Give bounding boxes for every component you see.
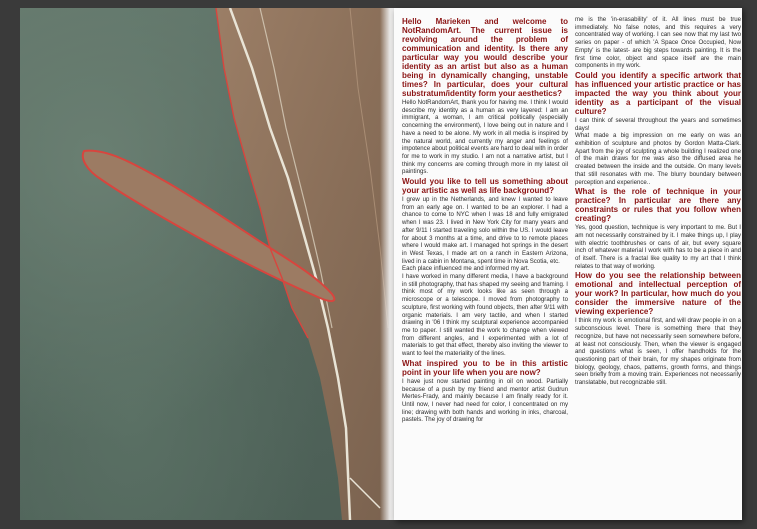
artwork-painting bbox=[20, 8, 394, 520]
interview-answer: me is the 'in-erasability' of it. All lines must be true immediately. No false notes, and this requires a very concentrated way of working. I can see now that my last two series on paper - of which 'A Space Once Occupied, Now Empty' is the latest- are big steps towards painting. It is the first time color, object and space itself are the main components in my work. bbox=[575, 16, 741, 70]
text-column-left bbox=[402, 16, 568, 424]
artwork-image bbox=[20, 8, 394, 520]
interview-answer: I can think of several throughout the years and sometimes days! bbox=[575, 116, 741, 132]
interview-answer: I have worked in many different media, I have a background in still photography, that has shaped my seeing and framing. I think most of my work looks like as seen through a microscope or a telescope. I moved from photography to sculpture, first working with found objects, then after 9/11 with organic materials. I am very tactile, and when I started drawing in '06 I think my sculptural experience accompanied me to paper. I still wanted the work to change when viewed from different angles, and I experimented with a lot of materials to get that effect, thereby also inviting the viewer to want to feel the materiality of the lines. bbox=[402, 273, 568, 358]
text-column-right bbox=[575, 16, 741, 387]
interview-answer: What made a big impression on me early on was an exhibition of sculpture and photos by Gordon Matta-Clark. Apart from the joy of sculpting a whole building I realized one of the main draws for me was also the diffused area he created between the inside and the outside. On many levels that still resonates with me. The blurry boundary between perception and experience.. bbox=[575, 132, 741, 186]
interview-answer: I have just now started painting in oil on wood. Partially because of a push by my friend and mentor artist Gudrun Mertes-Frady, and mainly because I am finally ready for it. Until now, I never had need for color, I concentrated on my line; drawing with both hands and working in inks, charcoal, pastels. The joy of drawing for bbox=[402, 377, 568, 424]
interview-answer: I think my work is emotional first, and will draw people in on a subconscious level. There is something there that they recognize, but have not necessarily seen somewhere before, at least not consciously. Then, when the viewer is engaged and questions what is seen, I offer handholds for the questioning part of their brain, for my shapes originate from biology, geology, chaos, patterns, growth forms, and things seen briefly from a moving train. Experiences not necessarily translatable, but recognizable still. bbox=[575, 317, 741, 387]
interview-question: How do you see the relationship between emotional and intellectual perception of your work? In particular, how much do you consider the immersive nature of the viewing experience? bbox=[575, 271, 741, 317]
interview-answer: Hello NotRandomArt, thank you for having me. I think I would describe my identity as a human as very layered: I am an immigrant, a woman, I am critical politically (especially concerning the environment), I love being out in nature and I have a need to be alone. My work in all media is inspired by the natural world, and currently my anger and feelings of impotence about political events are hard to deal with in order for me to work in my studio. I am not a narrative artist, but I think my concerns are coming through more in my latest oil paintings. bbox=[402, 99, 568, 176]
interview-answer: I grew up in the Netherlands, and knew I wanted to leave from an early age on. I wanted to be an explorer. I had a chance to come to NYC when I was 18 and fully emigrated when I was 23. I lived in New York City for many years and after 9/11 I started traveling solo within the US. I would leave for about 3 months at a time, and drive to to remote places where I would make art. I managed hot springs in the desert in West Texas, I made art on a ranch in Eastern Arizona, lived in a cabin in Montana, spent time in Nova Scotia, etc. bbox=[402, 196, 568, 265]
interview-question: What is the role of technique in your practice? In particular are there any constraints or rules that you follow when creating? bbox=[575, 187, 741, 224]
interview-answer: Yes, good question, technique is very important to me. But I am not necessarily constrained by it. I make things up, I play with electric toothbrushes or cans of air, but every square inch of whatever material I work with has to be a piece in and of itself. There is a fractal like quality to my art that I think relates to that way of working. bbox=[575, 224, 741, 270]
interview-page bbox=[394, 8, 742, 520]
interview-question: Hello Marieken and welcome to NotRandomArt. The current issue is revolving around the problem of communication and identity. Is there any particular way you would describe your identity as an artist but also as a human being in dynamically changing, unstable times? In particular, does your cultural substratum/identity form your aesthetics? bbox=[402, 17, 568, 98]
interview-question: Could you identify a specific artwork that has influenced your artistic practice or has impacted the way you think about your identity as a participant of the visual culture? bbox=[575, 70, 741, 116]
interview-question: What inspired you to be in this artistic point in your life when you are now? bbox=[402, 358, 568, 377]
interview-question: Would you like to tell us something about your artistic as well as life background? bbox=[402, 177, 568, 196]
interview-answer: Each place influenced me and informed my art. bbox=[402, 265, 530, 273]
